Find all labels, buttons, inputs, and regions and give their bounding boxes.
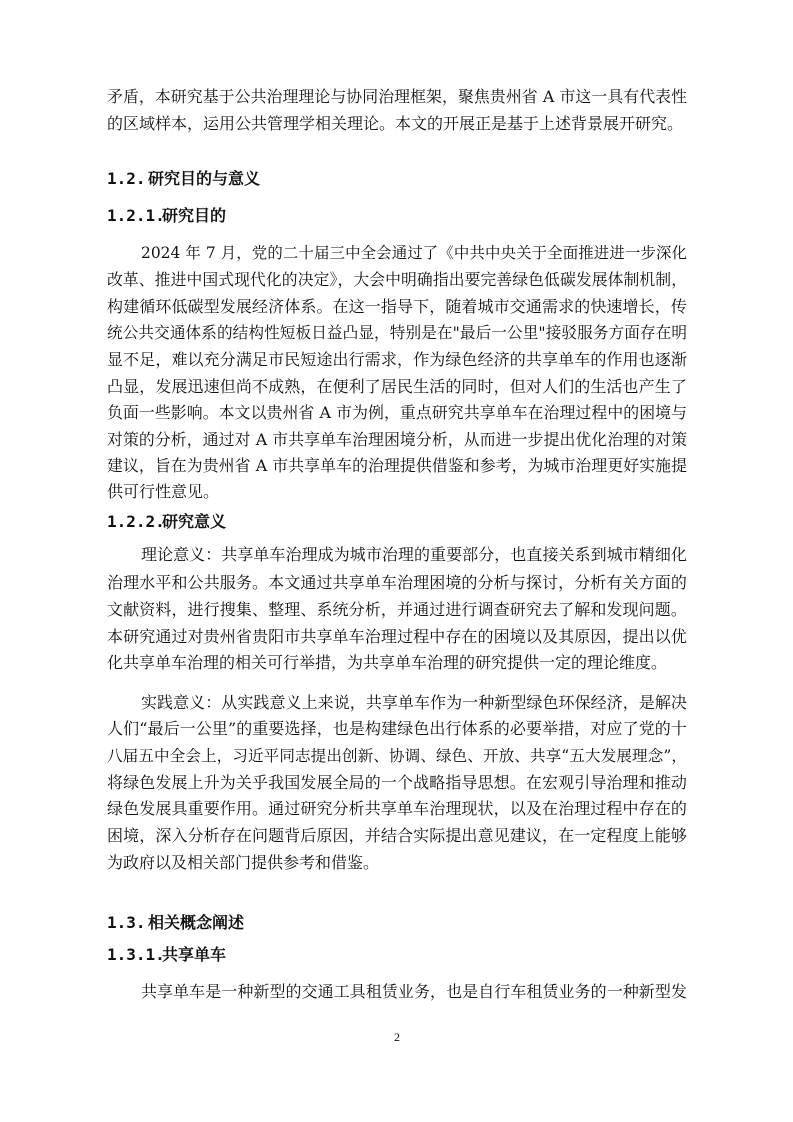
paragraph-line: 实践意义：从实践意义上来说，共享单车作为一种新型绿色环保经济，是解决 <box>141 693 687 712</box>
section-title: 共享单车 <box>162 945 227 964</box>
section-number: 1.3. <box>107 913 146 932</box>
section-title: 研究意义 <box>162 512 227 531</box>
paragraph-line: 构建循环低碳型发展经济体系。在这一指导下，随着城市交通需求的快速增长，传 <box>107 297 687 316</box>
section-number: 1.3.1. <box>107 945 165 964</box>
paragraph-line: 将绿色发展上升为关乎我国发展全局的一个战略指导思想。在宏观引导治理和推动 <box>107 773 687 792</box>
paragraph-line: 化共享单车治理的相关可行举措，为共享单车治理的研究提供一定的理论维度。 <box>107 653 668 672</box>
paragraph-line: 人们“最后一公里”的重要选择，也是构建绿色出行体系的必要举措，对应了党的十 <box>107 719 687 738</box>
paragraph-line: 供可行性意见。 <box>107 482 220 501</box>
paragraph-line: 八届五中全会上，习近平同志提出创新、协调、绿色、开放、共享“五大发展理念”， <box>107 747 687 765</box>
paragraph-line: 矛盾，本研究基于公共治理理论与协同治理框架，聚焦贵州省 A 市这一具有代表性 <box>107 87 687 106</box>
paragraph-line: 建议，旨在为贵州省 A 市共享单车的治理提供借鉴和参考，为城市治理更好实施提 <box>107 456 687 475</box>
paragraph-line: 凸显，发展迅速但尚不成熟，在便利了居民生活的同时，但对人们的生活也产生了 <box>107 377 687 396</box>
paragraph-line: 困境，深入分析存在问题背后原因，并结合实际提出意见建议，在一定程度上能够 <box>107 826 687 845</box>
paragraph-line: 本研究通过对贵州省贵阳市共享单车治理过程中存在的困境以及其原因，提出以优 <box>107 627 687 646</box>
section-title: 研究目的与意义 <box>148 169 261 188</box>
paragraph-line: 2024 年 7 月，党的二十届三中全会通过了《中共中央关于全面推进进一步深化 <box>141 244 687 262</box>
paragraph-line: 治理水平和公共服务。本文通过共享单车治理困境的分析与探讨，分析有关方面的 <box>107 573 687 592</box>
paragraph-line: 为政府以及相关部门提供参考和借鉴。 <box>107 853 380 872</box>
section-title: 研究目的 <box>162 206 227 225</box>
paragraph-line: 理论意义：共享单车治理成为城市治理的重要部分，也直接关系到城市精细化 <box>141 545 687 564</box>
section-number: 1.2. <box>107 169 146 188</box>
section-number: 1.2.1. <box>107 206 165 225</box>
page-number: 2 <box>394 1030 400 1044</box>
paragraph-line: 文献资料，进行搜集、整理、系统分析，并通过进行调查研究去了解和发现问题。 <box>107 600 687 619</box>
paragraph-line: 对策的分析，通过对 A 市共享单车治理困境分析，从而进一步提出优化治理的对策 <box>107 430 687 449</box>
section-heading-1-3 <box>107 910 244 936</box>
section-heading-1-3-1 <box>107 942 226 968</box>
paragraph-line: 的区域样本，运用公共管理学相关理论。本文的开展正是基于上述背景展开研究。 <box>107 114 684 133</box>
paragraph-line: 绿色发展具重要作用。通过研究分析共享单车治理现状，以及在治理过程中存在的 <box>107 799 687 818</box>
paragraph-line: 改革、推进中国式现代化的决定》，大会中明确指出要完善绿色低碳发展体制机制， <box>107 270 687 289</box>
section-heading-1-2-1 <box>107 203 226 229</box>
paragraph-line: 统公共交通体系的结构性短板日益凸显，特别是在"最后一公里"接驳服务方面存在明 <box>107 323 687 342</box>
section-heading-1-2-2 <box>107 509 226 535</box>
paragraph-line: 显不足，难以充分满足市民短途出行需求，作为绿色经济的共享单车的作用也逐渐 <box>107 350 687 369</box>
section-number: 1.2.2. <box>107 512 165 531</box>
paragraph-line: 负面一些影响。本文以贵州省 A 市为例，重点研究共享单车在治理过程中的困境与 <box>107 403 687 422</box>
section-heading-1-2 <box>107 166 260 192</box>
section-title: 相关概念阐述 <box>148 913 245 932</box>
paragraph-line: 共享单车是一种新型的交通工具租赁业务，也是自行车租赁业务的一种新型发 <box>141 982 687 1001</box>
